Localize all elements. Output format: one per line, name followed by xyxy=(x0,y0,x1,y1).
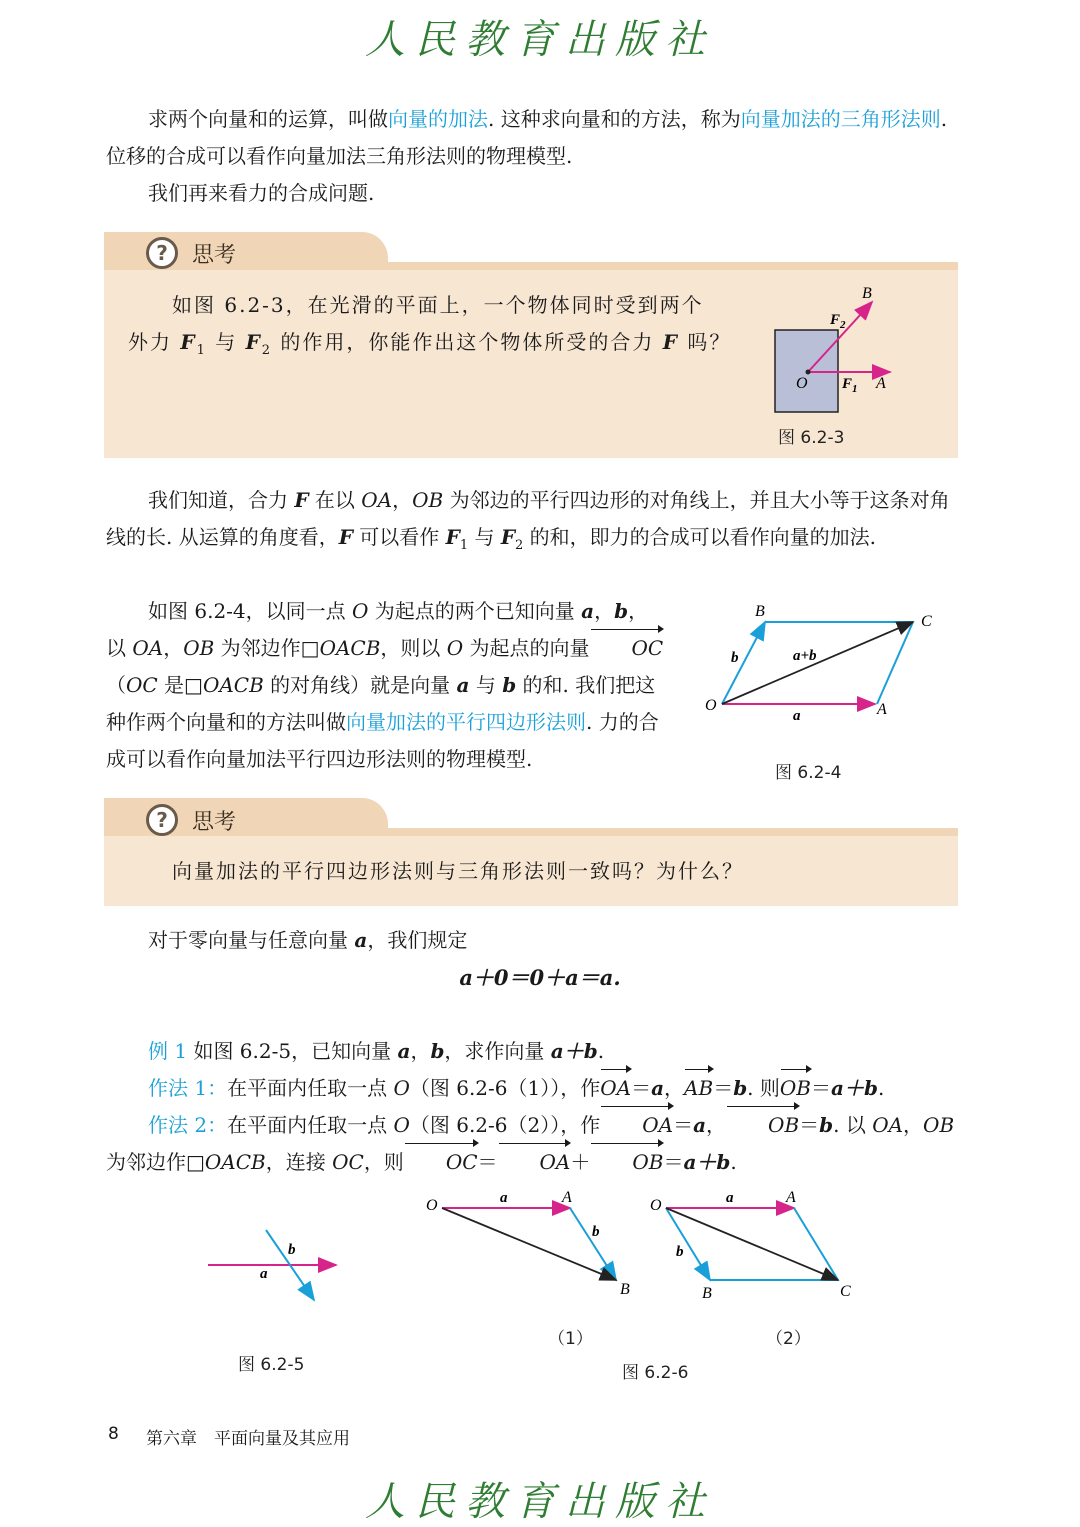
paragraph-force-resultant: 我们知道，合力 F 在以 OA，OB 为邻边的平行四边形的对角线上，并且大小等于这条对角线的长. 从运算的角度看，F 可以看作 $F_1$ 与 $F_2$ 的和，即力的合成可以看作向量的加法. xyxy=(106,488,950,553)
subcaption-2: （2） xyxy=(766,1329,811,1349)
paragraph-force-intro: 我们再来看力的合成问题. xyxy=(148,181,375,205)
label-a-point: A xyxy=(562,1189,572,1206)
vector-b-arrow xyxy=(722,622,765,704)
vector-ob-arrow xyxy=(442,1208,616,1280)
paragraph-zero-vector: 对于零向量与任意向量 a，我们规定 xyxy=(148,928,468,952)
label-o-point: O xyxy=(426,1197,438,1214)
label-o-point: O xyxy=(705,697,717,714)
label-vector-b: b xyxy=(676,1244,684,1260)
method-2: 作法 2：在平面内任取一点 O（图 6.2-6（2）），作 OA＝a， OB＝b. 以 OA，OB 为邻边作□OACB，连接 OC，则 OC＝ OA＋ OB＝a＋b. xyxy=(106,1107,958,1181)
label-vector-a: a xyxy=(260,1266,268,1282)
label-vector-a: a xyxy=(793,708,801,724)
figure-6-2-3 xyxy=(760,280,910,420)
think-title-2: 思考 xyxy=(192,810,237,835)
paragraph-vector-addition-definition: 求两个向量和的运算，叫做向量的加法. 这种求向量和的方法，称为向量加法的三角形法则. 位移的合成可以看作向量加法三角形法则的物理模型. xyxy=(106,107,948,168)
page-number: 8 xyxy=(108,1424,119,1444)
vector-ab-arrow xyxy=(570,1208,616,1280)
term-vector-addition: 向量的加法 xyxy=(388,107,488,131)
method-1: 作法 1：在平面内任取一点 O（图 6.2-6（1）），作OA＝a，AB＝b. 则OB＝a＋b. xyxy=(148,1070,1000,1107)
question-icon: ? xyxy=(146,237,178,269)
method-2-label: 作法 2： xyxy=(148,1113,228,1137)
label-b-point: B xyxy=(755,603,765,620)
method-1-label: 作法 1： xyxy=(148,1076,228,1100)
label-vector-a: a xyxy=(726,1190,734,1206)
label-a-point: A xyxy=(877,701,887,718)
think-question-2: 向量加法的平行四边形法则与三角形法则一致吗？为什么？ xyxy=(172,859,744,883)
example-1: 例 1 如图 6.2-5，已知向量 a，b，求作向量 a＋b. xyxy=(148,1039,605,1063)
figure-6-2-4 xyxy=(695,598,945,728)
subcaption-1: （1） xyxy=(548,1329,593,1349)
vector-ob-arrow xyxy=(666,1208,710,1280)
caption-6-2-3: 图 6.2-3 xyxy=(778,428,845,448)
caption-6-2-4: 图 6.2-4 xyxy=(775,763,842,783)
edge-ac xyxy=(794,1208,838,1280)
figure-6-2-6-part-2 xyxy=(644,1184,864,1304)
label-b-point: B xyxy=(620,1281,630,1298)
label-a: A xyxy=(876,375,886,392)
vector-oc-arrow xyxy=(666,1208,838,1280)
label-vector-a: a xyxy=(500,1190,508,1206)
think-line-2: 外力 $F_1$ 与 $F_2$ 的作用，你能作出这个物体所受的合力 F 吗？ xyxy=(128,330,732,358)
label-vector-b: b xyxy=(288,1242,296,1258)
think-line-1: 如图 6.2-3，在光滑的平面上，一个物体同时受到两个 xyxy=(172,293,704,317)
label-f2: $F_2$ xyxy=(830,312,846,331)
paragraph-parallelogram-rule: 如图 6.2-4，以同一点 O 为起点的两个已知向量 a，b，以 OA，OB 为邻边作□OACB，则以 O 为起点的向量 OC（OC 是□OACB 的对角线）就是向量 a 与 b 的和. 我们把这种作两个向量和的方法叫做向量加法的平行四边形法则. 力的合成可以看作向量加法平行四边形法则的物理模型. xyxy=(106,599,664,771)
term-parallelogram-rule: 向量加法的平行四边形法则 xyxy=(346,710,586,734)
label-a-point: A xyxy=(786,1189,796,1206)
label-vector-b: b xyxy=(731,650,739,666)
think-title: 思考 xyxy=(192,243,237,268)
chapter-title: 第六章 平面向量及其应用 xyxy=(146,1429,350,1449)
caption-6-2-6: 图 6.2-6 xyxy=(622,1363,689,1383)
question-icon: ? xyxy=(146,804,178,836)
label-c-point: C xyxy=(921,613,932,630)
formula-zero-vector: a＋0＝0＋a＝a. xyxy=(459,965,621,990)
figure-6-2-5 xyxy=(200,1222,350,1312)
label-b-point: B xyxy=(702,1285,712,1302)
label-c-point: C xyxy=(840,1283,851,1300)
label-o: O xyxy=(796,375,808,392)
header-publisher-brand: 人民教育出版社 xyxy=(365,17,715,63)
example-label: 例 1 xyxy=(148,1039,188,1063)
label-b: B xyxy=(862,285,872,302)
footer-publisher-brand: 人民教育出版社 xyxy=(365,1479,715,1525)
label-vector-b: b xyxy=(592,1224,600,1240)
point-o xyxy=(806,370,811,375)
figure-6-2-6-part-1 xyxy=(420,1184,640,1304)
label-vector-sum: a+b xyxy=(793,648,817,664)
caption-6-2-5: 图 6.2-5 xyxy=(238,1355,305,1375)
term-triangle-rule: 向量加法的三角形法则 xyxy=(740,107,941,131)
label-f1: $F_1$ xyxy=(842,376,858,395)
label-o-point: O xyxy=(650,1197,662,1214)
vector-sum-arrow xyxy=(722,622,913,704)
